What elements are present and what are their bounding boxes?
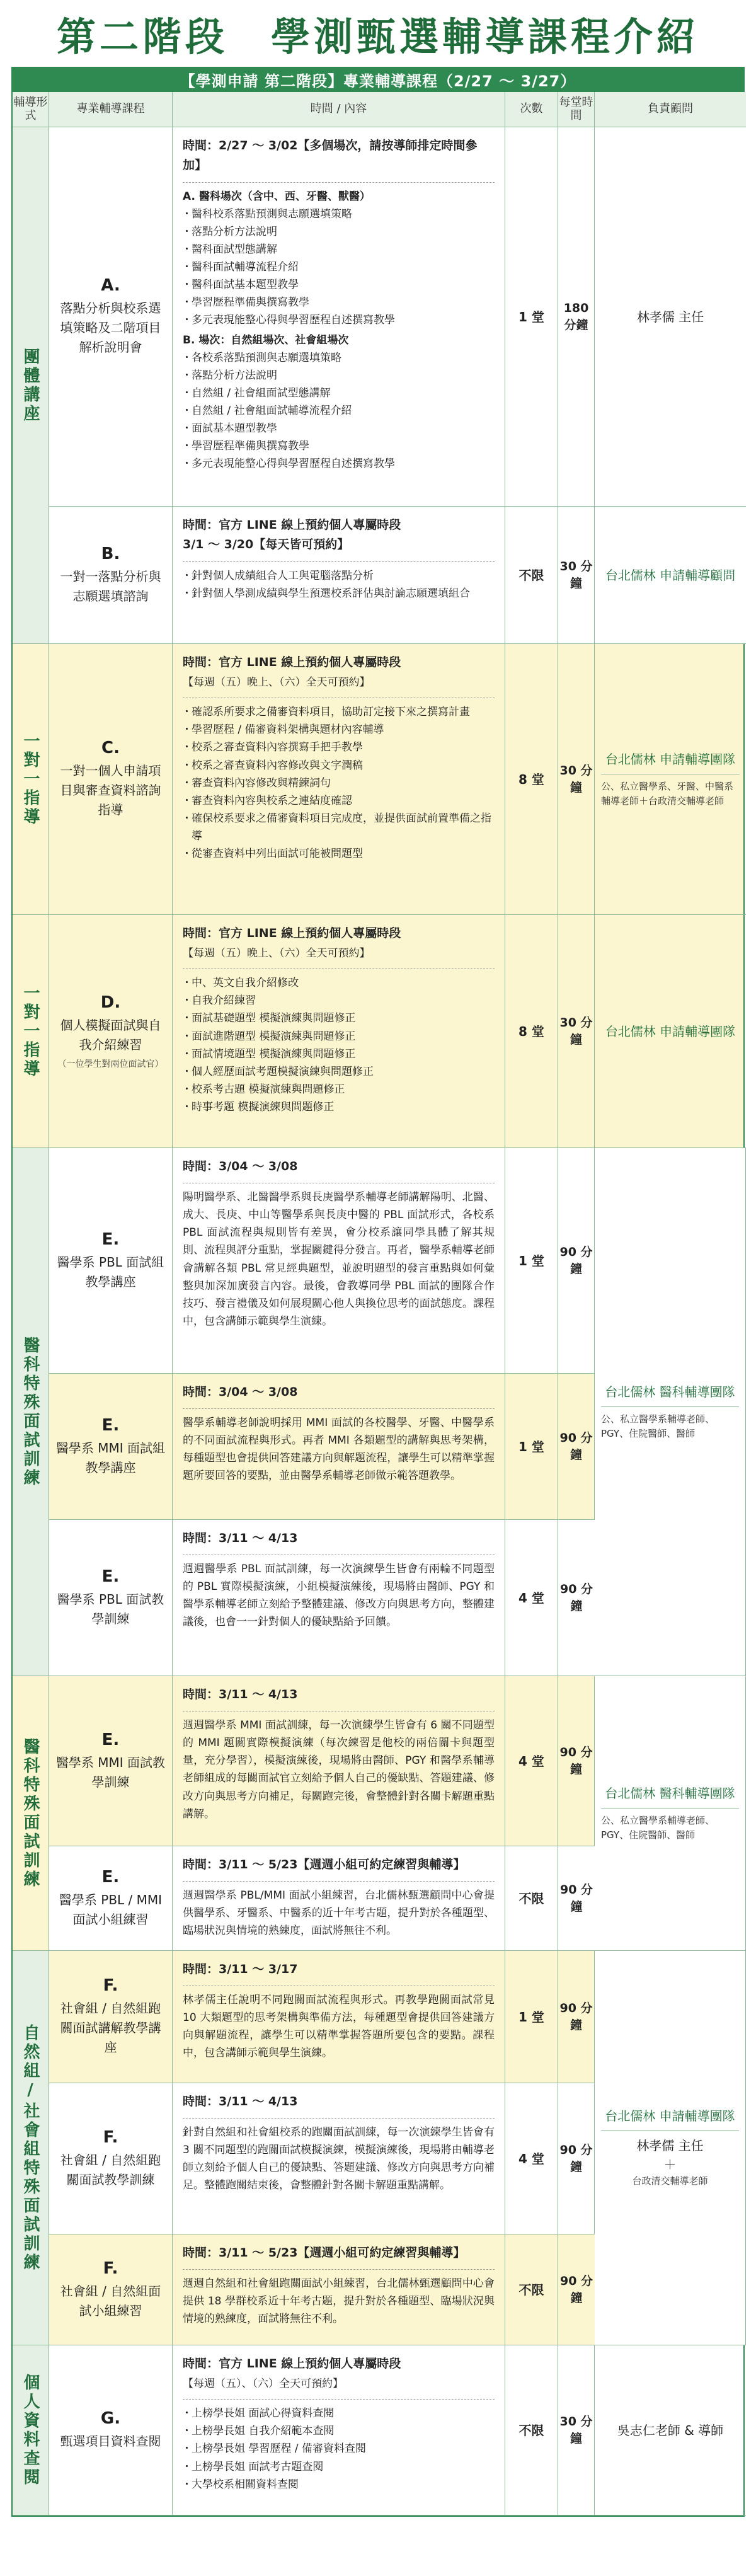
list-item: ・ 醫科面試型態講解 [183, 241, 495, 258]
course-name: 醫學系 PBL / MMI 面試小組練習 [59, 1892, 163, 1927]
form-one-on-one: 一對一指導 [13, 644, 49, 915]
course-duration: 30 分鐘 [558, 915, 595, 1148]
list-item: ・ 審查資料內容修改與精鍊詞句 [183, 774, 495, 792]
course-name: 醫學系 MMI 面試教學訓練 [55, 1754, 166, 1790]
course-name: 社會組 / 自然組跑關面試教學訓練 [60, 2152, 161, 2187]
header-content: 時間 / 內容 [173, 92, 505, 127]
list-item: ・ 審查資料內容與校系之連結度確認 [183, 792, 495, 810]
header-duration: 每堂時間 [558, 92, 595, 127]
course-time: 時間：3/11 ～ 5/23【週週小組可約定練習與輔導】 [183, 1858, 466, 1872]
course-count: 8 堂 [505, 644, 558, 915]
course-name: 醫學系 PBL 面試組教學講座 [57, 1254, 164, 1289]
course-duration: 180 分鐘 [558, 127, 595, 507]
course-name: 個人模擬面試與自我介紹練習 [60, 1017, 161, 1052]
course-advisor: 台北儒林 申請輔導團隊 [605, 2108, 735, 2124]
course-count: 不限 [505, 1846, 558, 1951]
list-item: ・ 上榜學長姐 面試心得資料查閱 [183, 2405, 495, 2422]
form-medical-interview: 醫科特殊面試訓練 [13, 1148, 49, 1676]
course-duration: 30 分鐘 [558, 2345, 595, 2516]
course-advisor: 台北儒林 申請輔導團隊 [605, 1023, 736, 1039]
course-letter: F. [103, 2127, 118, 2147]
advisor-plus: ＋ [663, 2157, 677, 2173]
course-time: 時間：3/04 ～ 3/08 [183, 1159, 298, 1173]
course-description: 週週醫學系 MMI 面試訓練，每一次演練學生皆會有 6 關不同題型的 MMI 題關實際模擬演練（每次練習是他校的兩倍關卡與題型量，充分學習），模擬演練後，現場將由醫師、PGY 和醫學系輔導老師組成的每關面試官立刻給予個人自己的優缺點、答題建議、修改方向與思考方向補足，每關跑完後，會整體針對各關卡解題重點講解。 [183, 1719, 495, 1820]
list-item: ・ 學習歷程準備與撰寫教學 [183, 437, 495, 455]
course-letter: F. [103, 1976, 118, 1995]
course-time: 時間：官方 LINE 線上預約個人專屬時段 [183, 926, 401, 940]
advisor-detail: 公、私立醫學系輔導老師、PGY、住院醫師、醫師 [601, 1814, 715, 1841]
form-general-interview: 自然組/社會組特殊面試訓練 [13, 1951, 49, 2345]
course-count: 1 堂 [505, 1951, 558, 2083]
section-title: B. 場次：自然組場次、社會組場次 [183, 334, 349, 347]
advisor-detail: 公、私立醫學系輔導老師、PGY、住院醫師、醫師 [601, 1413, 715, 1439]
course-name: 甄選項目資料查閱 [60, 2434, 161, 2449]
list-item: ・ 面試情境題型 模擬演練與問題修正 [183, 1045, 495, 1063]
advisor-name: 林孝儒 主任 [636, 2138, 704, 2154]
course-description: 醫學系輔導老師說明採用 MMI 面試的各校醫學、牙醫、中醫學系的不同面試流程與形式。再者 MMI 各類題型的講解與思考架構，每種題型也會提供回答建議方向與解題流程，讓學生可以精準掌握題所要回答的要點，並由醫學系輔導老師做示範答題教學。 [183, 1417, 495, 1483]
list-item: ・ 個人經歷面試考題模擬演練與問題修正 [183, 1063, 495, 1081]
course-advisor: 吳志仁老師 & 導師 [617, 2422, 724, 2438]
list-item: ・ 上榜學長姐 自我介紹範本查閱 [183, 2422, 495, 2440]
course-name: 醫學系 PBL 面試教學訓練 [57, 1591, 164, 1626]
form-group-lecture: 團體講座 [13, 127, 49, 644]
table-header [13, 92, 743, 127]
advisor-detail: 公、私立醫學系、牙醫、中醫系輔導老師＋台政清交輔導老師 [601, 780, 734, 807]
course-count: 4 堂 [505, 1520, 558, 1676]
course-duration: 30 分鐘 [558, 644, 595, 915]
course-duration: 30 分鐘 [558, 507, 595, 644]
header-count: 次數 [505, 92, 558, 127]
list-item: ・ 醫科校系落點預測與志願選填策略 [183, 205, 495, 223]
course-time: 時間：官方 LINE 線上預約個人專屬時段 [183, 518, 401, 532]
form-medical-interview: 醫科特殊面試訓練 [13, 1676, 49, 1951]
course-time: 時間：3/11 ～ 3/17 [183, 1962, 298, 1976]
list-item: ・ 多元表現能整心得與學習歷程自述撰寫教學 [183, 311, 495, 329]
table-row [49, 507, 746, 644]
course-letter: G. [100, 2409, 121, 2428]
list-item: ・ 從審查資料中列出面試可能被問題型 [183, 845, 495, 863]
course-letter: A. [101, 276, 120, 295]
list-item: ・ 自然組 / 社會組面試型態講解 [183, 384, 495, 402]
course-description: 林孝儒主任說明不同跑關面試流程與形式。再教學跑關面試常見 10 大類題型的思考架構與準備方法，每種題型會提供回答建議方向與解題流程，讓學生可以精準掌握答題所要包含的要點。課程中，包含講師示範與學生演練。 [183, 1994, 495, 2060]
advisor-detail: 台政清交輔導老師 [632, 2175, 708, 2187]
course-description: 週週醫學系 PBL 面試訓練，每一次演練學生皆會有兩輪不同題型的 PBL 實際模擬演練，小組模擬演練後，現場將由醫師、PGY 和醫學系輔導老師立刻給予整體建議、修改方向與思考方向，整體建議後，也會一一針對個人的優缺點給予回饋。 [183, 1563, 495, 1629]
course-duration: 90 分鐘 [558, 1520, 595, 1676]
header-course: 專業輔導課程 [49, 92, 173, 127]
course-time: 時間：3/11 ～ 4/13 [183, 1688, 298, 1701]
course-time-sub: 【每週（五）、（六）全天可預約】 [183, 2378, 343, 2391]
header-form: 輔導形式 [13, 92, 49, 127]
course-time: 時間：3/11 ～ 5/23【週週小組可約定練習與輔導】 [183, 2246, 466, 2260]
course-advisor: 林孝儒 主任 [636, 309, 704, 325]
course-letter: D. [100, 992, 121, 1012]
course-letter: E. [101, 1229, 120, 1249]
course-description: 週週醫學系 PBL/MMI 面試小組練習，台北儒林甄選顧問中心會提供醫學系、牙醫系、中醫系的近十年考古題，提升對於各種題型、臨場狀況與情境的熟練度，面試將無往不利。 [183, 1889, 495, 1938]
course-letter: E. [101, 1567, 120, 1586]
course-letter: E. [101, 1415, 120, 1435]
list-item: ・ 校系之審查資料內容撰寫手把手教學 [183, 739, 495, 756]
course-duration: 90 分鐘 [558, 1148, 595, 1374]
course-name: 一對一個人申請項目與審查資料諮詢指導 [60, 763, 161, 817]
course-count: 不限 [505, 2345, 558, 2516]
course-table [11, 92, 745, 2517]
course-note: （一位學生對兩位面試官） [57, 1059, 164, 1069]
course-name: 社會組 / 自然組跑關面試講解教學講座 [60, 2001, 161, 2055]
course-time: 時間：官方 LINE 線上預約個人專屬時段 [183, 2357, 401, 2371]
list-item: ・ 針對個人成績組合人工與電腦落點分析 [183, 567, 495, 585]
course-letter: C. [101, 739, 120, 757]
course-letter: F. [103, 2258, 118, 2278]
list-item: ・ 中、英文自我介紹修改 [183, 974, 495, 992]
list-item: ・ 學習歷程準備與撰寫教學 [183, 294, 495, 311]
list-item: ・ 落點分析方法說明 [183, 223, 495, 241]
list-item: ・ 醫科面試輔導流程介紹 [183, 258, 495, 276]
table-row [49, 127, 746, 507]
list-item: ・ 時事考題 模擬演練與問題修正 [183, 1098, 495, 1116]
section-title: A. 醫科場次（含中、西、牙醫、獸醫） [183, 190, 370, 203]
list-item: ・ 確保校系要求之備審資料項目完成度，並提供面試前置準備之指導 [183, 810, 495, 845]
list-item: ・ 校系考古題 模擬演練與問題修正 [183, 1081, 495, 1098]
list-item: ・ 自我介紹練習 [183, 992, 495, 1009]
course-count: 8 堂 [505, 915, 558, 1148]
course-time: 時間：3/04 ～ 3/08 [183, 1385, 298, 1399]
course-letter: B. [101, 544, 120, 563]
table-row [13, 915, 743, 1148]
course-count: 不限 [505, 507, 558, 644]
course-duration: 90 分鐘 [558, 1951, 595, 2083]
course-time-sub: 【每週（五）晚上、（六）全天可預約】 [183, 676, 370, 689]
course-name: 醫學系 MMI 面試組教學講座 [55, 1440, 166, 1475]
course-advisor: 台北儒林 醫科輔導團隊 [605, 1384, 735, 1400]
list-item: ・ 面試基礎題型 模擬演練與問題修正 [183, 1009, 495, 1027]
course-advisor: 台北儒林 醫科輔導團隊 [605, 1785, 735, 1801]
course-count: 1 堂 [505, 1374, 558, 1520]
course-duration: 90 分鐘 [558, 1846, 595, 1951]
course-time-sub: 【每週（五）晚上、（六）全天可預約】 [183, 947, 370, 960]
course-name: 社會組 / 自然組面試小組練習 [60, 2283, 161, 2318]
course-count: 1 堂 [505, 1148, 558, 1374]
course-description: 針對自然組和社會組校系的跑關面試訓練，每一次演練學生皆會有 3 關不同題型的跑關面試模擬演練，模擬演練後，現場將由輔導老師立刻給予個人自己的優缺點、答題建議、修改方向與思考方向補足。整體跑關結束後，會整體針對各關卡解題重點講解。 [183, 2126, 495, 2192]
list-item: ・ 各校系落點預測與志願選填策略 [183, 349, 495, 367]
list-item: ・ 上榜學長姐 面試考古題查閱 [183, 2458, 495, 2476]
course-duration: 90 分鐘 [558, 2083, 595, 2234]
list-item: ・ 校系之審查資料內容修改與文字潤稿 [183, 757, 495, 774]
list-item: ・ 自然組 / 社會組面試輔導流程介紹 [183, 402, 495, 420]
list-item: ・ 確認系所要求之備審資料項目，協助訂定接下來之撰寫計畫 [183, 703, 495, 721]
list-item: ・ 大學校系相關資料查閱 [183, 2476, 495, 2493]
header-advisor: 負責顧問 [595, 92, 746, 127]
course-duration: 90 分鐘 [558, 1676, 595, 1846]
form-data-review: 個人資料查閱 [13, 2345, 49, 2516]
course-count: 1 堂 [505, 127, 558, 507]
form-one-on-one: 一對一指導 [13, 915, 49, 1148]
list-item: ・ 面試進階題型 模擬演練與問題修正 [183, 1028, 495, 1045]
course-time: 時間：2/27 ～ 3/02【多個場次，請按導師排定時間參加】 [183, 139, 478, 173]
course-name: 落點分析與校系選填策略及二階項目解析說明會 [60, 301, 161, 355]
course-advisor: 台北儒林 申請輔導團隊 [605, 751, 736, 767]
list-item: ・ 落點分析方法說明 [183, 367, 495, 384]
course-count: 4 堂 [505, 2083, 558, 2234]
course-duration: 90 分鐘 [558, 2234, 595, 2345]
course-time: 時間：官方 LINE 線上預約個人專屬時段 [183, 655, 401, 669]
course-letter: E. [101, 1730, 120, 1749]
list-item: ・ 學習歷程 / 備審資料架構與題材內容輔導 [183, 721, 495, 739]
course-time: 時間：3/11 ～ 4/13 [183, 2095, 298, 2108]
course-duration: 90 分鐘 [558, 1374, 595, 1520]
list-item: ・ 多元表現能整心得與學習歷程自述撰寫教學 [183, 455, 495, 473]
list-item: ・ 上榜學長姐 學習歷程 / 備審資料查閱 [183, 2440, 495, 2458]
course-letter: E. [101, 1867, 120, 1887]
list-item: ・ 醫科面試基本題型教學 [183, 276, 495, 294]
course-time: 時間：3/11 ～ 4/13 [183, 1531, 298, 1545]
table-row [13, 644, 743, 915]
table-row [13, 2345, 743, 2516]
course-time-sub: 3/1 ～ 3/20【每天皆可預約】 [183, 538, 350, 552]
course-description: 陽明醫學系、北醫醫學系與長庚醫學系輔導老師講解陽明、北醫、成大、長庚、中山等醫學系與長庚中醫的 PBL 面試形式，各校系 PBL 面試流程與規則皆有差異，會分校系讓同學具體了解其規則、流程與評分重點，掌握關鍵得分發言。再者，醫學系輔導老師會講解各類 PBL 常見經典題型，並說明題型的發言重點與如何彙整與加深加廣發言內容。最後，會教導同學 PBL 面試的團隊合作技巧、發言禮儀及如何展現關心他人與換位思考的面試態度。課程中，包含講師示範與學生演練。 [183, 1191, 495, 1328]
course-count: 不限 [505, 2234, 558, 2345]
course-count: 4 堂 [505, 1676, 558, 1846]
course-name: 一對一落點分析與志願選填諮詢 [60, 568, 161, 604]
course-description: 週週自然組和社會組跑關面試小組練習，台北儒林甄選顧問中心會提供 18 學群校系近十年考古題，提升對於各種題型、臨場狀況與情境的熟練度，面試將無往不利。 [183, 2277, 495, 2326]
stage-banner: 【學測申請 第二階段】專業輔導課程（2/27 ～ 3/27） [11, 67, 745, 92]
course-advisor: 台北儒林 申請輔導顧問 [605, 567, 736, 583]
list-item: ・ 面試基本題型教學 [183, 420, 495, 437]
page-title: 第二階段 學測甄選輔導課程介紹 [0, 0, 756, 67]
list-item: ・ 針對個人學測成績與學生預選校系評估與討論志願選填組合 [183, 585, 495, 602]
